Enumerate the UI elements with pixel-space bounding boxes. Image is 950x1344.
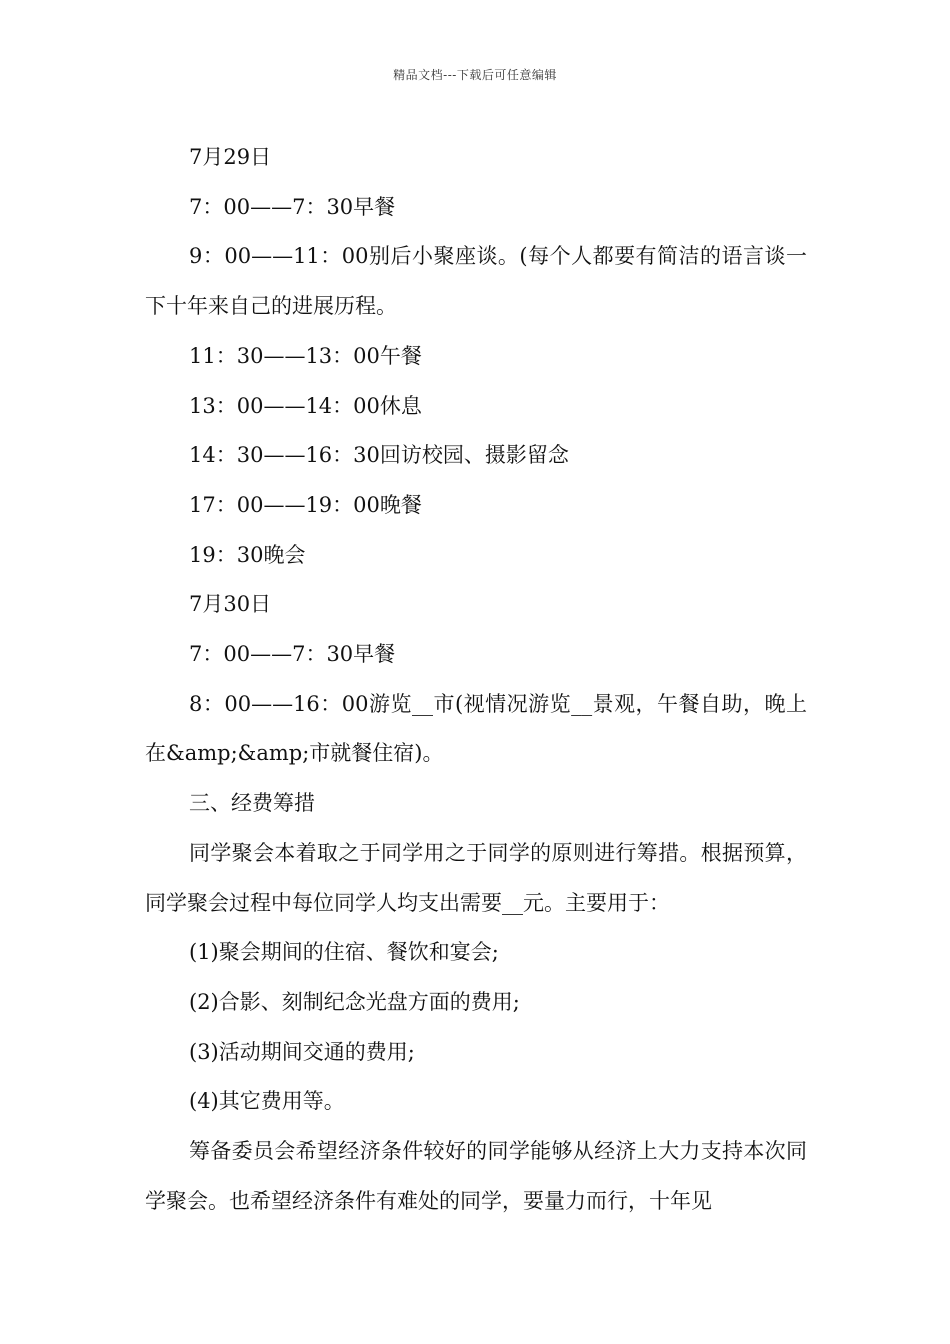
schedule-date-july-29: 7月29日: [189, 145, 272, 169]
funding-list-item: (4)其它费用等。: [189, 1089, 345, 1114]
funding-list-item: (3)活动期间交通的费用;: [189, 1039, 415, 1064]
schedule-item: 8：00——16：00游览__市(视情况游览__景观，午餐自助，晚上在&amp;&amp;市就餐住宿)。: [145, 691, 807, 766]
funding-list-item: (1)聚会期间的住宿、餐饮和宴会;: [189, 940, 499, 965]
section-heading-funding: 三、经费筹措: [189, 791, 315, 816]
document-body: [145, 133, 807, 1226]
schedule-item: 11：30——13：00午餐: [189, 343, 422, 368]
funding-paragraph: 同学聚会本着取之于同学用之于同学的原则进行筹措。根据预算，同学聚会过程中每位同学人均支出需要__元。主要用于：: [145, 840, 807, 915]
schedule-item: 9：00——11：00别后小聚座谈。(每个人都要有简洁的语言谈一下十年来自己的进展历程。: [145, 244, 807, 319]
schedule-item: 7：00——7：30早餐: [189, 642, 396, 667]
committee-paragraph: 筹备委员会希望经济条件较好的同学能够从经济上大力支持本次同学聚会。也希望经济条件有难处的同学，要量力而行，十年见: [145, 1139, 807, 1213]
funding-list-item: (2)合影、刻制纪念光盘方面的费用;: [189, 989, 520, 1014]
schedule-item: 13：00——14：00休息: [189, 393, 422, 418]
page-header: 精品文档---下载后可任意编辑: [393, 68, 557, 82]
schedule-item: 14：30——16：30回访校园、摄影留念: [189, 443, 569, 468]
schedule-item: 19：30晚会: [189, 542, 306, 567]
schedule-item: 17：00——19：00晚餐: [189, 492, 422, 517]
schedule-item: 7：00——7：30早餐: [189, 194, 396, 219]
schedule-date-july-30: 7月30日: [189, 592, 272, 617]
